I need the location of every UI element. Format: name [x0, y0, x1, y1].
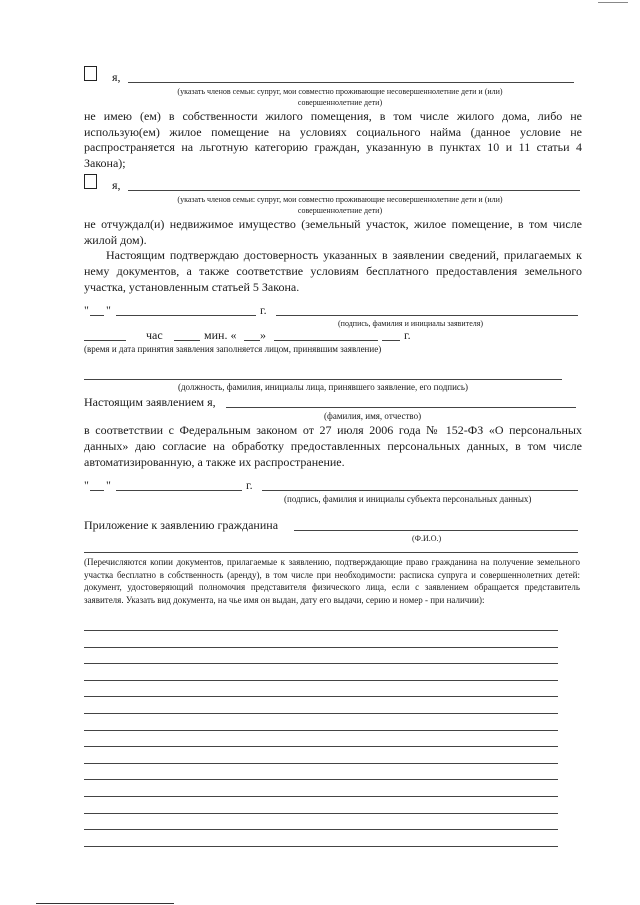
date2-sig-note: (подпись, фамилия и инициалы субъекта персональных данных) [284, 494, 532, 504]
checkbox-family-no-housing[interactable] [84, 66, 97, 81]
document-entry-line[interactable] [84, 713, 558, 714]
document-entry-line[interactable] [84, 796, 558, 797]
document-entry-line[interactable] [84, 680, 558, 681]
document-entry-line[interactable] [84, 630, 558, 631]
corner-mark [598, 2, 628, 3]
document-entry-line[interactable] [84, 779, 558, 780]
time-hour-label: час [146, 328, 163, 342]
official-note: (должность, фамилия, инициалы лица, принявшего заявление, его подпись) [177, 382, 469, 392]
date2-day-field[interactable] [90, 490, 104, 491]
date2-quote-open: " [84, 478, 89, 492]
time-year-suffix: г. [404, 328, 411, 342]
official-field[interactable] [84, 379, 562, 380]
document-entry-line[interactable] [84, 663, 558, 664]
document-entry-line[interactable] [84, 763, 558, 764]
check2-fill-line[interactable] [128, 190, 580, 191]
date1-month-year-field[interactable] [116, 315, 256, 316]
document-entry-line[interactable] [84, 647, 558, 648]
consent-fio-note: (фамилия, имя, отчество) [324, 411, 422, 421]
footnote-separator [36, 903, 174, 904]
check1-prefix: я, [112, 70, 121, 84]
time-hour-field[interactable] [84, 340, 126, 341]
date2-signature-field[interactable] [262, 490, 578, 491]
consent-intro: Настоящим заявлением я, [84, 395, 216, 409]
check2-prefix: я, [112, 178, 121, 192]
date1-sig-note: (подпись, фамилия и инициалы заявителя) [338, 319, 484, 328]
date1-signature-field[interactable] [276, 315, 578, 316]
appendix-fio-field[interactable] [294, 530, 578, 531]
document-entry-line[interactable] [84, 730, 558, 731]
consent-fio-field[interactable] [226, 407, 576, 408]
check2-note2: совершеннолетние дети) [297, 206, 383, 215]
document-entry-line[interactable] [84, 829, 558, 830]
document-entry-line[interactable] [84, 813, 558, 814]
time-year-field[interactable] [382, 340, 400, 341]
date1-quote-close: " [106, 303, 111, 317]
checkbox-family-no-alienation[interactable] [84, 174, 97, 189]
appendix-title: Приложение к заявлению гражданина [84, 518, 279, 532]
appendix-note: (Перечисляются копии документов, прилагаемые к заявлению, подтверждающие право гражданина на получение земельного участка бесплатно в собственность (аренду), в том числе при необходимости: расписка супруга и совершеннолетних детей: документ, удостоверяющий полномочия представителя физического лица, если с заявлением обращается представитель заявителя. Указать вид документа, на чье имя он выдан, дату его выдачи, серию и номер - при наличии): [84, 557, 580, 605]
document-entry-line[interactable] [84, 696, 558, 697]
document-entry-line[interactable] [84, 746, 558, 747]
check1-note: (указать членов семьи: супруг, мои совместно проживающие несовершеннолетние дети и (или) [177, 87, 503, 96]
time-min-close: » [260, 328, 266, 342]
consent-text: в соответствии с Федеральным законом от 27 июля 2006 года № 152-ФЗ «О персональных данных» даю согласие на обработку предоставленных персональных данных, в том числе автоматизированную, а также их распространение. [84, 423, 582, 469]
date1-quote-open: " [84, 303, 89, 317]
check2-text: не отчуждал(и) недвижимое имущество (земельный участок, жилое помещение, в том числе жилой дом). [84, 217, 582, 247]
time-min-label: мин. « [204, 328, 237, 342]
appendix-top-line[interactable] [84, 552, 578, 553]
time-note: (время и дата принятия заявления заполняется лицом, принявшим заявление) [84, 344, 382, 354]
time-minute-field[interactable] [174, 340, 200, 341]
check1-note2: совершеннолетние дети) [297, 98, 383, 107]
date2-month-year-field[interactable] [116, 490, 242, 491]
confirm-text: Настоящим подтверждаю достоверность указанных в заявлении сведений, прилагаемых к нему документов, а также соответствие условиям бесплатного предоставления земельного участка, установленным статьей 5 Закона. [84, 248, 582, 294]
appendix-fio-note: (Ф.И.О.) [412, 534, 442, 543]
time-day-field[interactable] [244, 340, 260, 341]
check1-text: не имею (ем) в собственности жилого помещения, в том числе жилого дома, либо не использую(ем) жилое помещение на условиях социального найма (данное условие не распространяется на льготную категорию граждан, указанную в пунктах 10 и 11 статьи 4 Закона); [84, 109, 582, 170]
check2-note: (указать членов семьи: супруг, мои совместно проживающие несовершеннолетние дети и (или) [177, 195, 503, 204]
date1-year-suffix: г. [260, 303, 267, 317]
check1-fill-line[interactable] [128, 82, 574, 83]
date2-year-suffix: г. [246, 478, 253, 492]
time-month-field[interactable] [274, 340, 378, 341]
date1-day-field[interactable] [90, 315, 104, 316]
date2-quote-close: " [106, 478, 111, 492]
document-entry-line[interactable] [84, 846, 558, 847]
